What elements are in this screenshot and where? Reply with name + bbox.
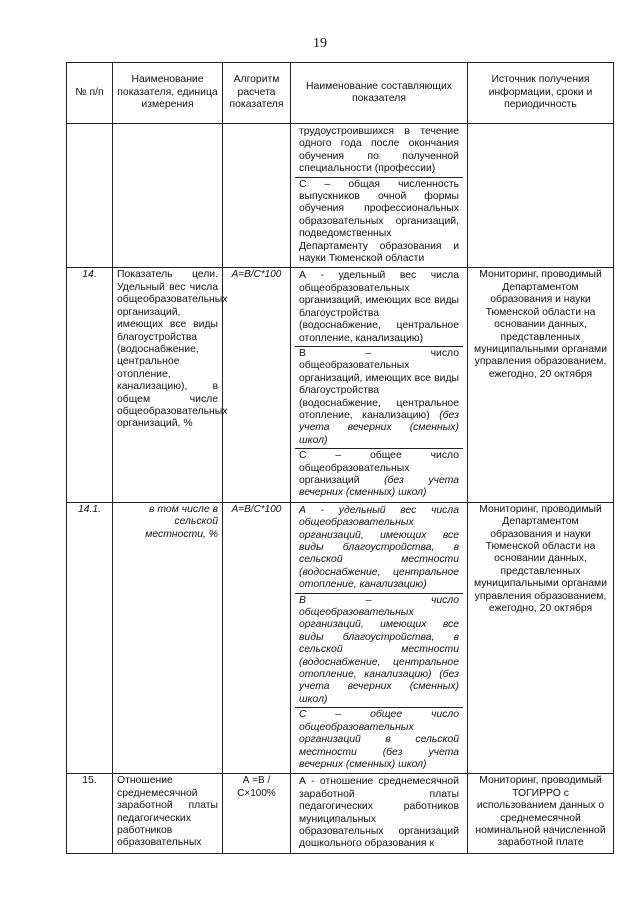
algorithm-formula: А =В / С×100%: [223, 774, 291, 853]
component-b: [295, 346, 463, 448]
header-algorithm: Алгоритм расчета показателя: [223, 63, 291, 124]
cell-components: [291, 268, 468, 502]
component-a: А - удельный вес числа общеобразовательных организаций, имеющих все виды благоустройства (водоснабжение, центральное отопление, канализацию): [299, 270, 459, 344]
component-a: А - удельный вес числа общеобразовательных организаций, имеющих все виды благоустройства, в сельской местности (водоснабжение, центральное отопление, канализацию): [299, 504, 459, 591]
cell-number: [67, 124, 113, 268]
source-info: Мониторинг, проводимый Департаментом образования и науки Тюменской области на основании данных, представленных муниципальными органами управления образованием, ежегодно, 20 октября: [468, 268, 614, 502]
header-indicator-name: Наименование показателя, единица измерения: [113, 63, 223, 124]
cell-algorithm: [223, 124, 291, 268]
component-c-text: С – общее число общеобразовательных организаций: [299, 450, 459, 486]
header-source: Источник получения информации, сроки и периодичность: [468, 63, 614, 124]
component-b-note: (без учета вечерних (сменных) школ): [299, 409, 459, 446]
table-row-15: [67, 774, 614, 853]
indicator-name: Отношение среднемесячной заработной платы педагогических работников образовательных: [113, 774, 223, 853]
row-number: 14.1.: [67, 502, 113, 774]
source-info: Мониторинг, проводимый ТОГИРРО с использованием данных о среднемесячной номинальной начисленной заработной плате: [468, 774, 614, 853]
component-c: С – общая численность выпускников очной формы обучения профессиональных образовательных организаций, подведомственных Департаменту образования и науки Тюменской области: [295, 177, 463, 267]
component-c: [295, 448, 463, 501]
cell-components: [291, 774, 468, 853]
component-c-note: (без учета вечерних (сменных) школ): [299, 474, 459, 499]
cell-name: [113, 124, 223, 268]
header-components: Наименование составляющих показателя: [291, 63, 468, 124]
source-info: Мониторинг, проводимый Департаментом образования и науки Тюменской области на основании данных, представленных муниципальными органами управления образованием, ежегодно, 20 октября: [468, 502, 614, 774]
algorithm-formula: A=B/C*100: [223, 268, 291, 502]
component-b-text: В – число общеобразовательных организаций, имеющих все виды благоустройства (водоснабжение, центральное отопление, канализацию): [299, 347, 459, 421]
cell-components: [291, 502, 468, 774]
indicator-name: в том числе в сельской местности, %: [113, 502, 223, 774]
row-number: 15.: [67, 774, 113, 853]
table-header-row: [67, 63, 614, 124]
page-number: 19: [313, 36, 327, 51]
table-row-14: [67, 268, 614, 502]
indicator-name: Показатель цели. Удельный вес числа общеобразовательных организаций, имеющих все виды благоустройства (водоснабжение, центральное отопление, канализацию), в общем числе общеобразовательных организаций, %: [113, 268, 223, 502]
component-b: В – число общеобразовательных организаций, имеющих все виды благоустройства, в сельской местности (водоснабжение, центральное отопление, канализацию) (без учета вечерних (сменных) школ): [295, 593, 463, 708]
component-c: С – общее число общеобразовательных организаций в сельской местности (без учета вечерних (сменных) школ): [295, 707, 463, 772]
header-number: № п/п: [67, 63, 113, 124]
cell-components: [291, 124, 468, 268]
table-row-continuation: [67, 124, 614, 268]
cell-source: [468, 124, 614, 268]
indicators-table: [66, 62, 614, 854]
component-a: А - отношение среднемесячной заработной платы педагогических работников муниципальных образовательных организаций дошкольного образования к: [299, 776, 459, 850]
algorithm-formula: A=B/C*100: [223, 502, 291, 774]
table-row-14-1: [67, 502, 614, 774]
row-number: 14.: [67, 268, 113, 502]
component-continuation: трудоустроившихся в течение одного года после окончания обучения по полученной специальности (профессии): [299, 126, 459, 175]
